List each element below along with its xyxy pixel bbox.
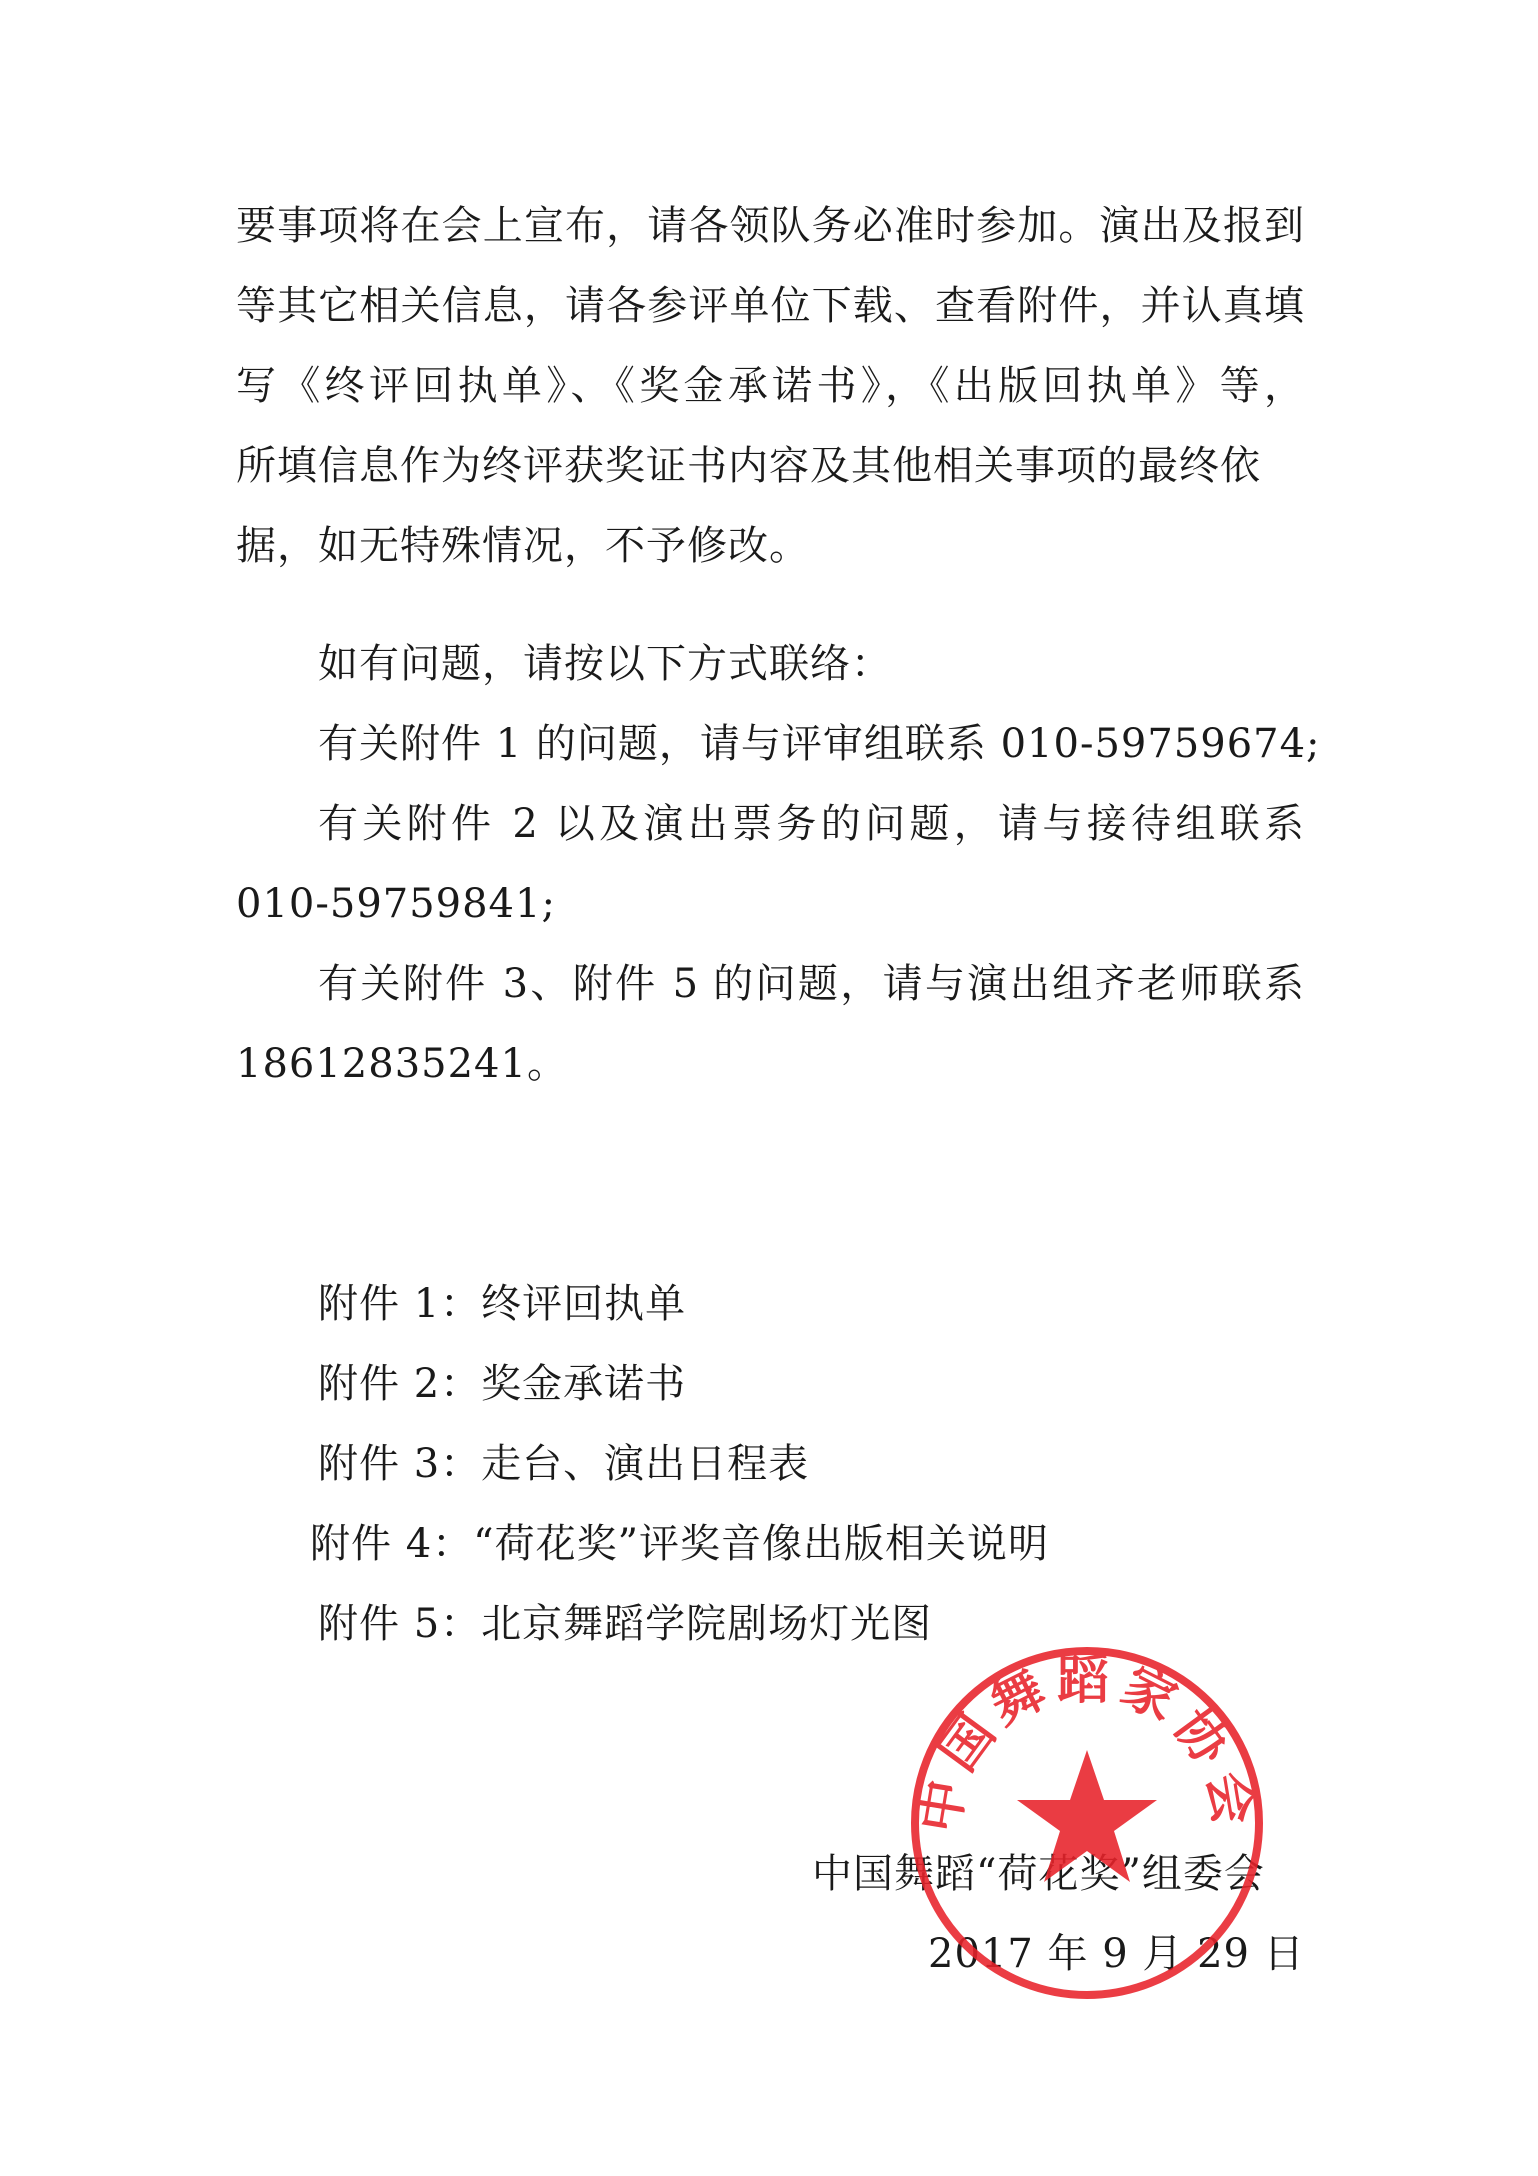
signature-date: 2017 年 9 月 29 日 xyxy=(928,1931,1305,1977)
attachment-item: 附件 1：终评回执单 xyxy=(318,1281,687,1327)
body-line: 等其它相关信息，请各参评单位下载、查看附件，并认真填 xyxy=(236,283,1304,329)
seal-text: 中国舞蹈家协会 xyxy=(908,1649,1266,1837)
body-line: 所填信息作为终评获奖证书内容及其他相关事项的最终依 xyxy=(236,443,1261,489)
contact-line: 18612835241。 xyxy=(236,1041,568,1087)
contact-line: 有关附件 2 以及演出票务的问题，请与接待组联系 xyxy=(318,801,1304,847)
body-line: 写《终评回执单》、《奖金承诺书》，《出版回执单》等， xyxy=(236,363,1304,409)
body-line: 要事项将在会上宣布，请各领队务必准时参加。演出及报到 xyxy=(236,203,1304,249)
contact-line: 有关附件 3、附件 5 的问题，请与演出组齐老师联系 xyxy=(318,961,1304,1007)
contact-line: 有关附件 1 的问题，请与评审组联系 010-59759674; xyxy=(318,721,1321,767)
signature-org: 中国舞蹈“荷花奖”组委会 xyxy=(812,1851,1265,1897)
attachment-item: 附件 4：“荷花奖”评奖音像出版相关说明 xyxy=(310,1521,1050,1567)
star-icon xyxy=(1017,1750,1157,1882)
attachment-item: 附件 2：奖金承诺书 xyxy=(318,1361,687,1407)
contact-intro: 如有问题，请按以下方式联络： xyxy=(318,641,892,687)
body-line: 据，如无特殊情况，不予修改。 xyxy=(236,523,810,569)
attachment-item: 附件 3：走台、演出日程表 xyxy=(318,1441,810,1487)
official-seal-stamp xyxy=(906,1642,1268,2004)
attachment-item: 附件 5：北京舞蹈学院剧场灯光图 xyxy=(318,1601,933,1647)
contact-line: 010-59759841; xyxy=(236,881,556,927)
